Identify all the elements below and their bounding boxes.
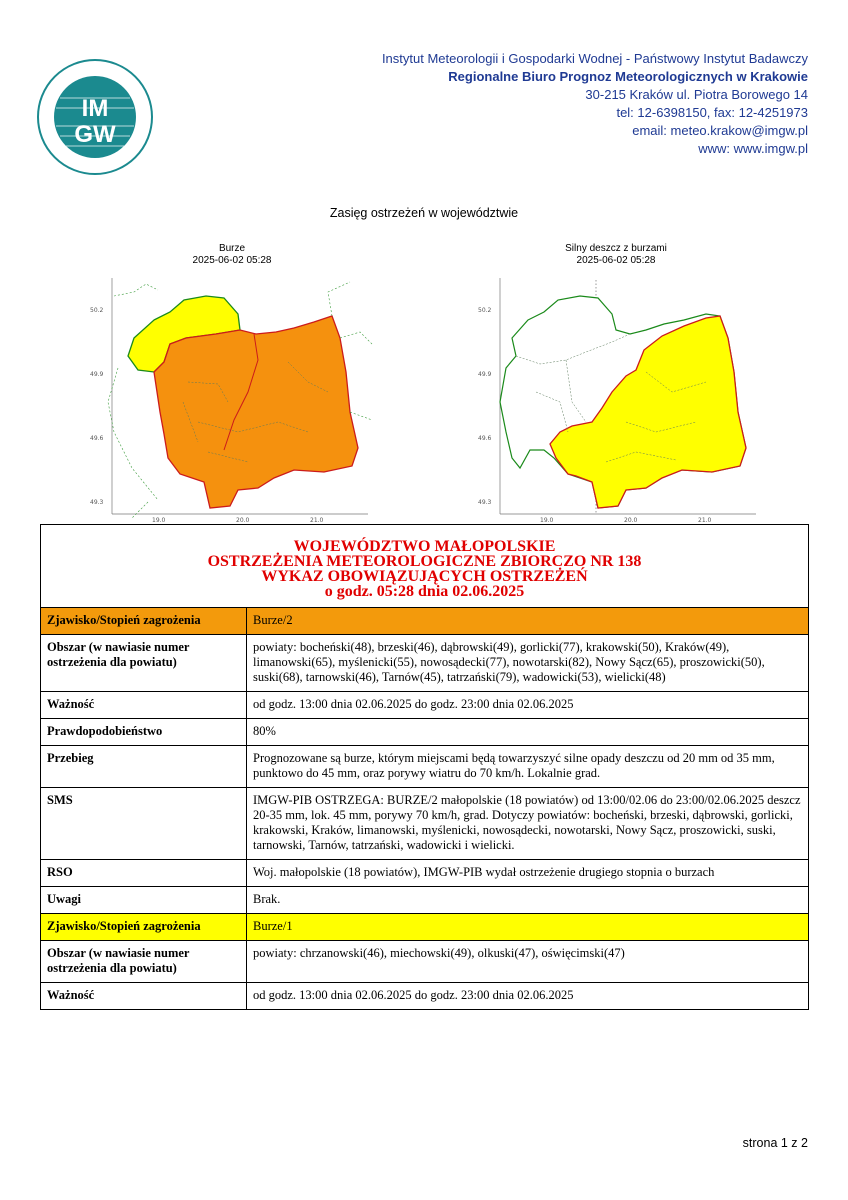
table-row: [41, 608, 809, 635]
row-value: IMGW-PIB OSTRZEGA: BURZE/2 małopolskie (18 powiatów) od 13:00/02.06 do 23:00/02.06.2025 deszcz 20-35 mm, lok. 45 mm, porywy 70 km/h, grad. Dotyczy powiatów: bocheński, brzeski, dąbrowski, gorlicki, krakowski, Kraków, limanowski, myślenicki, nowosądecki, nowotarski, Nowy Sącz, proszowicki, suski, tarnowski, Tarnów, tatrzański, wadowicki i wielicki.: [247, 788, 809, 860]
right-x-tick: 19.0: [540, 517, 554, 524]
right-map-date: 2025-06-02 05:28: [576, 255, 656, 266]
right-y-tick: 50.2: [478, 307, 492, 314]
website: www: www.imgw.pl: [698, 141, 808, 156]
row-label: Prawdopodobieństwo: [41, 719, 247, 746]
right-y-tick: 49.9: [478, 371, 492, 378]
row-value: powiaty: bocheński(48), brzeski(46), dąbrowski(49), gorlicki(77), krakowski(50), Kraków(49), limanowski(65), myślenicki(55), nowosądecki(77), nowotarski(82), Nowy Sącz(65), proszowicki(50), suski(68), tarnowski(46), Tarnów(45), tatrzański(79), wadowicki(53), wielicki(48): [247, 635, 809, 692]
row-label: Ważność: [41, 692, 247, 719]
logo-text-top: IM: [81, 95, 109, 122]
warning-title: [41, 525, 809, 608]
email: email: meteo.krakow@imgw.pl: [632, 123, 808, 138]
bureau-name: Regionalne Biuro Prognoz Meteorologicznych w Krakowie: [448, 69, 808, 84]
institute-header: [382, 50, 808, 158]
right-y-tick: 49.6: [478, 435, 492, 442]
row-label: Zjawisko/Stopień zagrożenia: [41, 914, 247, 941]
left-x-tick: 21.0: [310, 517, 324, 524]
table-row: [41, 692, 809, 719]
warning-issue-time: o godz. 05:28 dnia 02.06.2025: [324, 583, 525, 600]
row-value: powiaty: chrzanowski(46), miechowski(49), olkuski(47), oświęcimski(47): [247, 941, 809, 983]
address: 30-215 Kraków ul. Piotra Borowego 14: [585, 87, 808, 102]
row-value: Burze/2: [247, 608, 809, 635]
left-map-date: 2025-06-02 05:28: [192, 255, 272, 266]
table-row: [41, 941, 809, 983]
left-y-tick: 50.2: [90, 307, 104, 314]
row-value: Prognozowane są burze, którym miejscami będą towarzyszyć silne opady deszczu od 20 mm od 35 mm, punktowo do 45 mm, oraz porywy wiatru do 70 km/h. Lokalnie grad.: [247, 746, 809, 788]
imgw-logo: [36, 58, 154, 176]
logo-text-bottom: GW: [74, 121, 116, 148]
right-y-tick: 49.3: [478, 499, 492, 506]
row-label: Przebieg: [41, 746, 247, 788]
table-row: [41, 914, 809, 941]
warning-bulletin-number: OSTRZEŻENIA METEOROLOGICZNE ZBIORCZO NR 138: [207, 553, 642, 570]
left-warning-map: [88, 272, 378, 524]
warning-region: WOJEWÓDZTWO MAŁOPOLSKIE: [293, 538, 556, 555]
phone-fax: tel: 12-6398150, fax: 12-4251973: [616, 105, 808, 120]
row-value: 80%: [247, 719, 809, 746]
right-warning-map: [476, 272, 766, 524]
row-label: RSO: [41, 860, 247, 887]
warning-table: [40, 524, 809, 1010]
row-label: Obszar (w nawiasie numer ostrzeżenia dla powiatu): [41, 941, 247, 983]
right-map-caption: [516, 243, 716, 267]
row-label: SMS: [41, 788, 247, 860]
row-value: Brak.: [247, 887, 809, 914]
row-label: Zjawisko/Stopień zagrożenia: [41, 608, 247, 635]
right-x-tick: 21.0: [698, 517, 712, 524]
page-number: strona 1 z 2: [742, 1136, 808, 1150]
left-x-tick: 19.0: [152, 517, 166, 524]
row-label: Ważność: [41, 983, 247, 1010]
table-row: [41, 983, 809, 1010]
table-row: [41, 719, 809, 746]
row-value: od godz. 13:00 dnia 02.06.2025 do godz. 23:00 dnia 02.06.2025: [247, 983, 809, 1010]
left-y-tick: 49.6: [90, 435, 104, 442]
warning-list-heading: WYKAZ OBOWIĄZUJĄCYCH OSTRZEŻEŃ: [261, 568, 588, 585]
table-row: [41, 860, 809, 887]
left-x-tick: 20.0: [236, 517, 250, 524]
table-row: [41, 788, 809, 860]
row-value: Woj. małopolskie (18 powiatów), IMGW-PIB wydał ostrzeżenie drugiego stopnia o burzach: [247, 860, 809, 887]
table-row: [41, 746, 809, 788]
left-y-tick: 49.9: [90, 371, 104, 378]
left-map-caption: [132, 243, 332, 267]
row-value: Burze/1: [247, 914, 809, 941]
right-map-title: Silny deszcz z burzami: [565, 243, 667, 254]
row-label: Obszar (w nawiasie numer ostrzeżenia dla powiatu): [41, 635, 247, 692]
row-label: Uwagi: [41, 887, 247, 914]
institute-name: Instytut Meteorologii i Gospodarki Wodnej - Państwowy Instytut Badawczy: [381, 51, 808, 66]
table-row: [41, 887, 809, 914]
table-row: [41, 635, 809, 692]
right-x-tick: 20.0: [624, 517, 638, 524]
maps-section-title: Zasięg ostrzeżeń w województwie: [329, 206, 519, 220]
left-y-tick: 49.3: [90, 499, 104, 506]
left-map-title: Burze: [218, 243, 246, 254]
row-value: od godz. 13:00 dnia 02.06.2025 do godz. 23:00 dnia 02.06.2025: [247, 692, 809, 719]
